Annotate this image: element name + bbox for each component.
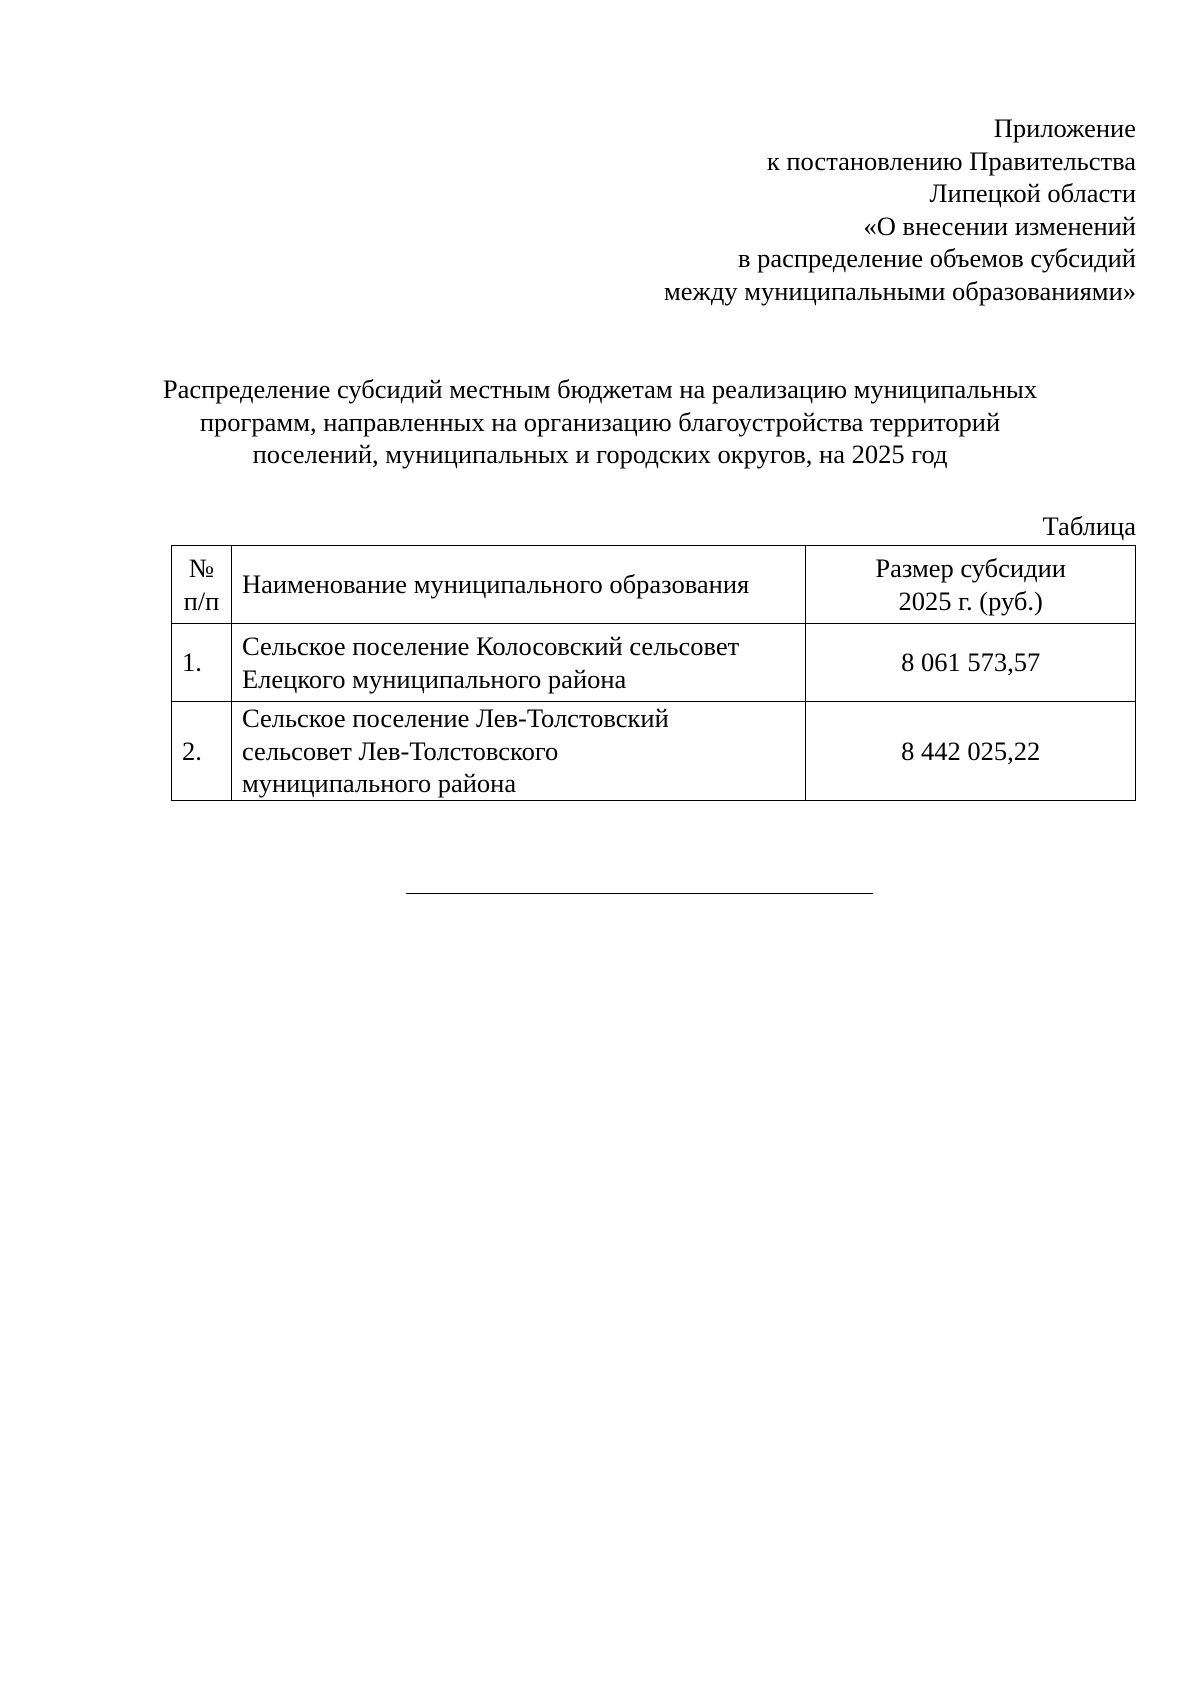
table-header-row <box>172 546 1136 624</box>
row-subsidy-amount: 8 442 025,22 <box>806 702 1136 801</box>
name-line: Сельское поселение Лев-Толстовский <box>241 703 669 734</box>
row-number: 1. <box>172 624 232 702</box>
subsidy-table <box>171 545 1136 801</box>
header-municipality-name: Наименование муниципального образования <box>231 546 805 624</box>
header-number-line1: № <box>188 553 215 583</box>
appendix-line: к постановлению Правительства <box>766 145 1136 176</box>
header-sum-line1: Размер субсидии <box>875 553 1066 583</box>
row-municipality-name <box>231 702 805 801</box>
title-line: программ, направленных на организацию благоустройства территорий <box>199 406 1001 437</box>
header-number-line2: п/п <box>183 585 220 616</box>
name-line: муниципального района <box>241 768 517 799</box>
appendix-line: Приложение <box>993 113 1136 143</box>
title-line: поселений, муниципальных и городских округов, на 2025 год <box>252 439 948 469</box>
document-title <box>130 373 1070 471</box>
name-line: Сельское поселение Колосовский сельсовет <box>241 631 740 661</box>
table-row <box>172 624 1136 702</box>
row-municipality-name <box>231 624 805 702</box>
appendix-block <box>436 112 1136 307</box>
appendix-line: Липецкой области <box>929 178 1136 208</box>
name-line: сельсовет Лев-Толстовского <box>241 735 559 766</box>
closing-rule <box>406 893 873 894</box>
appendix-line: «О внесении изменений <box>863 210 1136 241</box>
header-number <box>172 546 232 624</box>
table-row <box>172 702 1136 801</box>
row-subsidy-amount: 8 061 573,57 <box>806 624 1136 702</box>
table-caption: Таблица <box>1042 511 1136 541</box>
header-sum-line2: 2025 г. (руб.) <box>898 585 1043 616</box>
appendix-line: между муниципальными образованиями» <box>664 275 1136 306</box>
title-line: Распределение субсидий местным бюджетам на реализацию муниципальных <box>162 374 1038 404</box>
name-line: Елецкого муниципального района <box>241 663 627 694</box>
header-subsidy-amount <box>806 546 1136 624</box>
row-number: 2. <box>172 702 232 801</box>
appendix-line: в распределение объемов субсидий <box>737 243 1136 273</box>
